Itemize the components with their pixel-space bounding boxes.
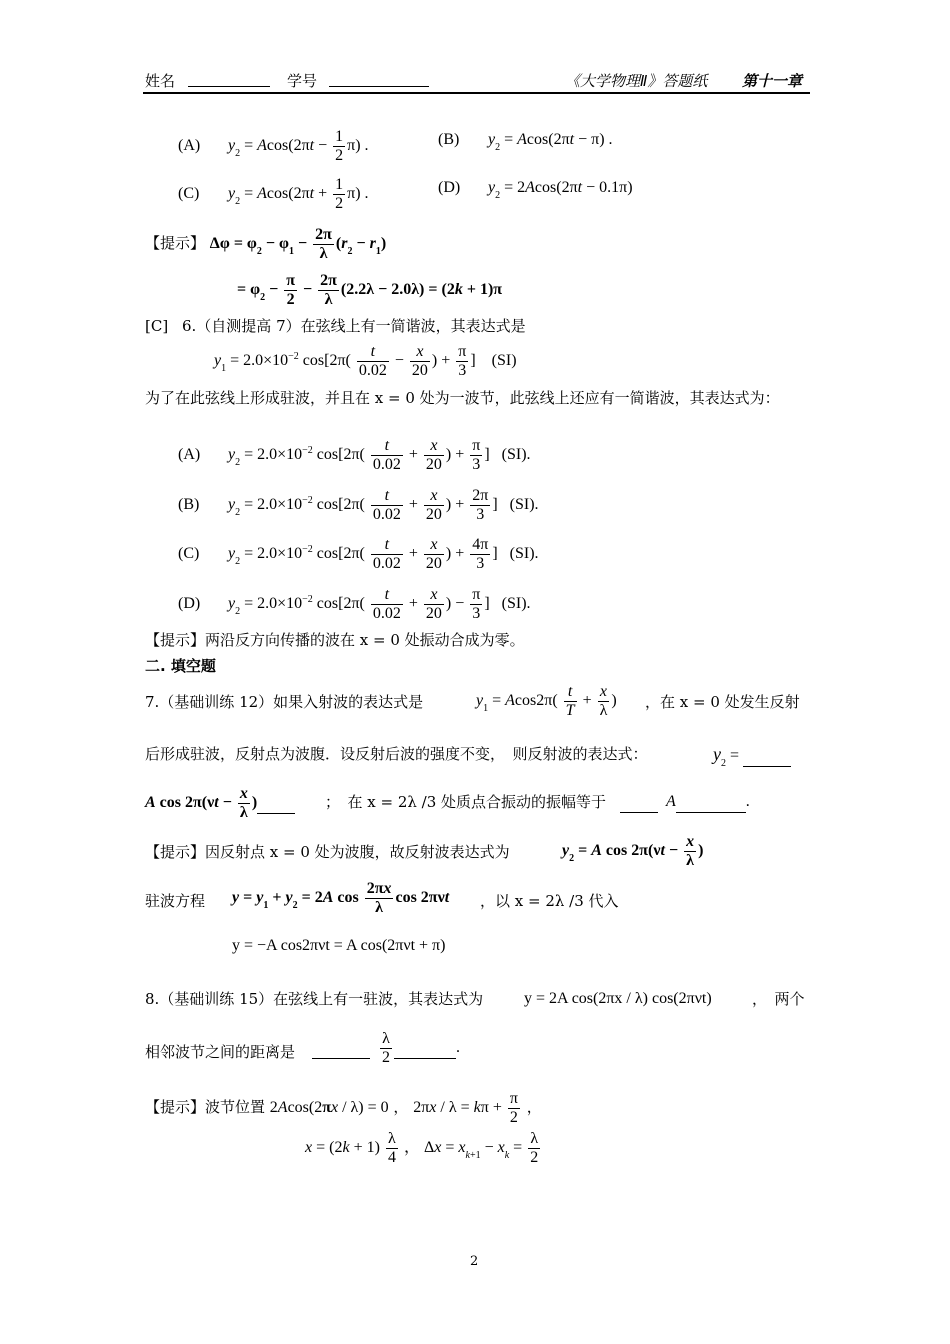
page-number: 2: [470, 1254, 479, 1269]
q7-answer-1-lhs: $y_2$ =: [713, 744, 791, 774]
q6-answer-mark: [C]: [145, 317, 169, 335]
q7-hint-3-expr: y = −A cos2πνt = A cos(2πνt + π): [232, 937, 446, 954]
q8-text-2: ， 两个: [752, 990, 805, 1008]
q5-option-c[interactable]: (C) $y_2 = Acos(2\pi t$ + $\frac{1}{2}$ π) .: [178, 176, 369, 212]
q6-option-b[interactable]: (B) $y_2 = 2.0\times 10^{-2}$ cos[2π( $\frac{t}{0.02}$ + $\frac{x}{20}$ ) + $\frac{2\pi}{3}$ ] (SI).: [178, 487, 539, 523]
q7-hint-1: 【提示】因反射点 x = 0 处为波腹，故反射波表达式为: [145, 843, 510, 861]
q7-given-expr: $y_1 = Acos2\pi$( $\frac{t}{T}$ + $\frac{x}{\lambda}$ ): [476, 683, 617, 719]
q6-title: 6.（自测提高 7）在弦线上有一简谐波，其表达式是: [182, 317, 526, 335]
section-fill-in-title: 二. 填空题: [145, 657, 216, 675]
q8-answer[interactable]: $\frac{\lambda}{2}$ .: [312, 1030, 460, 1067]
q8-text-3: 相邻波节之间的距离是: [145, 1043, 296, 1061]
q8-hint-1: 【提示】波节位置 2Acos(2πx / λ) = 0 ， 2πx / λ = kπ + $\frac{\pi}{2}$ ，: [145, 1090, 542, 1126]
q6-option-d[interactable]: (D) $y_2 = 2.0\times 10^{-2}$ cos[2π( $\frac{t}{0.02}$ + $\frac{x}{20}$ ) − $\frac{\pi}{3}$ ] (SI).: [178, 586, 531, 622]
student-id-field[interactable]: [329, 72, 429, 91]
q5-option-a[interactable]: (A) $y_2 = Acos(2\pi t$ − $\frac{1}{2}$ π) .: [178, 128, 369, 164]
q7-text-3: 后形成驻波，反射点为波腹．设反射后波的强度不变， 则反射波的表达式：: [145, 745, 648, 763]
q8-text-1: 8.（基础训练 15）在弦线上有一驻波，其表达式为: [145, 990, 484, 1008]
chapter-title: 第十一章: [742, 72, 803, 90]
q6-hint: 【提示】两沿反方向传播的波在 x = 0 处振动合成为零。: [145, 631, 525, 649]
student-id-label: 学号: [287, 72, 318, 90]
q7-hint-1-expr: $y_2 = A$ cos 2π(νt − $\frac{x}{\lambda}$ ): [562, 833, 704, 869]
q6-given-expr: $y_1 = 2.0\times 10^{-2}$ cos[2π( $\frac{t}{0.02}$ − $\frac{x}{20}$ ) + $\frac{\pi}{3}$ ] (SI): [214, 343, 517, 379]
q7-text-2: ，在 x = 0 处发生反射: [645, 693, 800, 711]
q6-option-a[interactable]: (A) $y_2 = 2.0\times 10^{-2}$ cos[2π( $\frac{t}{0.02}$ + $\frac{x}{20}$ ) + $\frac{\pi}{3}$ ] (SI).: [178, 437, 531, 473]
q6-option-c[interactable]: (C) $y_2 = 2.0\times 10^{-2}$ cos[2π( $\frac{t}{0.02}$ + $\frac{x}{20}$ ) + $\frac{4\pi}{3}$ ] (SI).: [178, 536, 539, 572]
q5-option-b[interactable]: (B) $y_2 = Acos(2\pi t - \pi)$ .: [438, 131, 613, 153]
q8-given-expr: y = 2A cos(2πx / λ) cos(2πνt): [524, 990, 712, 1007]
q7-text-1: 7.（基础训练 12）如果入射波的表达式是: [145, 693, 424, 711]
q7-hint-2-tail: ，以 x = 2λ /3 代入: [480, 892, 619, 910]
q7-hint-2-expr: $y = y_1 + y_2 = 2A$ cos $\frac{2\pi x}{\lambda}$ cos 2πνt: [232, 880, 450, 916]
name-field[interactable]: [188, 72, 270, 91]
q7-answer-2[interactable]: A .: [620, 792, 750, 813]
q7-hint-2-label: 驻波方程: [145, 892, 206, 910]
q6-question-text: 为了在此弦线上形成驻波，并且在 x = 0 处为一波节，此弦线上还应有一简谐波，其表达式为：: [145, 389, 780, 407]
course-title: 《大学物理Ⅱ》答题纸: [565, 72, 708, 90]
q5-hint-line-1: 【提示】 $\Delta\varphi = \varphi_2 - \varphi_1$ − $\frac{2\pi}{\lambda}$ $(r_2 - r_1)$: [145, 226, 387, 262]
header-rule: [143, 92, 810, 94]
q8-hint-2: x = (2k + 1) $\frac{\lambda}{4}$ ， $\Delta x = x_{k+1} - x_k$ = $\frac{\lambda}{2}$: [305, 1130, 539, 1166]
q7-answer-1[interactable]: A cos 2π(νt − $\frac{x}{\lambda}$ ): [145, 785, 295, 822]
q5-hint-line-2: = $\varphi_2$ − $\frac{\pi}{2}$ − $\frac{2\pi}{\lambda}$ (2.2λ − 2.0λ) = (2k + 1)π: [237, 272, 503, 308]
q7-text-4: ； 在 x = 2λ /3 处质点合振动的振幅等于: [325, 793, 607, 811]
name-label: 姓名: [145, 72, 176, 90]
q5-option-d[interactable]: (D) $y_2 = 2Acos(2\pi t - 0.1\pi)$: [438, 179, 633, 201]
